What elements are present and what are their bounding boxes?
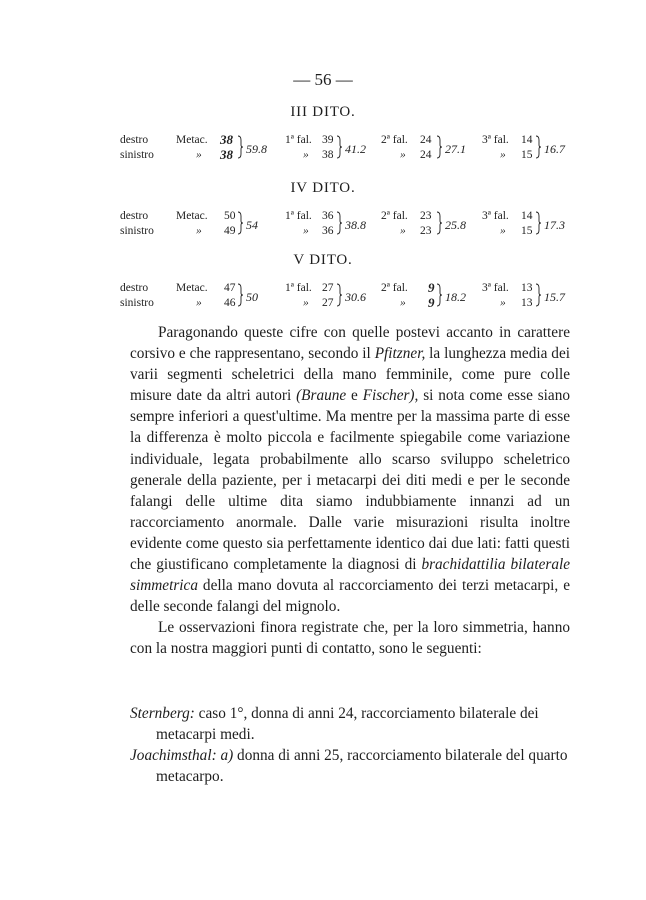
reference-item [130, 745, 570, 787]
metac-label: Metac. [176, 282, 208, 294]
fal2-left: 24 [420, 149, 432, 161]
fal3-left: 13 [521, 297, 533, 309]
metac-reference: 59.8 [246, 142, 267, 156]
fal1-left: 38 [322, 149, 334, 161]
ditto-mark: » [303, 225, 309, 237]
fal1-right: 39 [322, 134, 334, 146]
ditto-mark: » [196, 297, 202, 309]
fal2-right: 9 [428, 280, 435, 295]
ditto-mark: » [500, 149, 506, 161]
fal2-right: 24 [420, 134, 432, 146]
fal1-reference: 38.8 [345, 218, 366, 232]
brace [437, 135, 442, 159]
ditto-mark: » [500, 297, 506, 309]
side-label: destro [120, 134, 149, 146]
fal2-left: 23 [420, 225, 432, 237]
ditto-mark: » [196, 225, 202, 237]
side-label: sinistro [120, 225, 154, 237]
ditto-mark: » [400, 297, 406, 309]
section-title: IV DITO. [290, 180, 356, 196]
fal2-reference: 27.1 [445, 142, 466, 156]
section-title: V DITO. [293, 252, 353, 268]
author-braune: (Braune [296, 387, 347, 405]
diagnosis-term: brachidattilia bilaterale simmetrica [130, 556, 571, 595]
metac-right: 38 [220, 132, 233, 147]
side-label: sinistro [120, 297, 154, 309]
section-title: III DITO. [290, 104, 356, 120]
brace [238, 211, 243, 235]
reference-item [130, 703, 570, 745]
fal2-label: 2ª fal. [381, 210, 408, 222]
paragraph-comparison [130, 322, 570, 660]
side-label: destro [120, 210, 149, 222]
brace [536, 135, 541, 159]
metac-label: Metac. [176, 210, 208, 222]
ditto-mark: » [400, 149, 406, 161]
side-label: destro [120, 282, 149, 294]
fal3-left: 15 [521, 225, 533, 237]
ditto-mark: » [400, 225, 406, 237]
text-run: Paragonando queste cifre con quelle postevi accanto in carattere corsivo e che rappresentano, secondo il [130, 324, 570, 363]
brace [238, 135, 243, 159]
brace [337, 135, 342, 159]
fal3-right: 14 [521, 134, 533, 146]
ditto-mark: » [303, 297, 309, 309]
fal2-left: 9 [428, 295, 435, 310]
fal2-reference: 25.8 [445, 218, 466, 232]
reference-text: caso 1°, donna di anni 24, raccorciamento bilaterale dei metacarpi medi. [156, 705, 539, 744]
fal2-reference: 18.2 [445, 290, 466, 304]
text-run: della mano dovuta al raccorciamento dei terzi metacarpi, e delle seconde falangi del mignolo. [130, 577, 570, 616]
reference-list [130, 703, 570, 787]
fal1-label: 1ª fal. [285, 134, 312, 146]
brace [536, 211, 541, 235]
text-run: la lunghezza media dei varii segmenti scheletrici della mano femminile, come pure colle misure date da altri autori [130, 345, 570, 405]
metac-left: 46 [224, 297, 236, 309]
paragraph-observations: Le osservazioni finora registrate che, per la loro simmetria, hanno con la nostra maggiori punti di contatto, sono le seguenti: [130, 619, 570, 658]
brace [437, 283, 442, 307]
fal3-reference: 16.7 [544, 142, 565, 156]
fal3-reference: 17.3 [544, 218, 565, 232]
fal3-right: 13 [521, 282, 533, 294]
metac-reference: 54 [246, 218, 258, 232]
fal1-reference: 30.6 [345, 290, 366, 304]
fal3-left: 15 [521, 149, 533, 161]
fal2-label: 2ª fal. [381, 134, 408, 146]
metac-reference: 50 [246, 290, 258, 304]
fal1-label: 1ª fal. [285, 210, 312, 222]
fal1-right: 27 [322, 282, 334, 294]
fal1-right: 36 [322, 210, 334, 222]
fal3-label: 3ª fal. [482, 282, 509, 294]
fal2-right: 23 [420, 210, 432, 222]
metac-left: 49 [224, 225, 236, 237]
brace [536, 283, 541, 307]
fal2-label: 2ª fal. [381, 282, 408, 294]
page-number: — 56 — [293, 70, 353, 89]
fal1-label: 1ª fal. [285, 282, 312, 294]
fal3-label: 3ª fal. [482, 134, 509, 146]
ditto-mark: » [303, 149, 309, 161]
brace [238, 283, 243, 307]
fal1-left: 27 [322, 297, 334, 309]
brace [337, 211, 342, 235]
reference-author: Joachimsthal: a) [130, 747, 234, 765]
metac-left: 38 [220, 147, 233, 162]
reference-text: donna di anni 25, raccorciamento bilaterale del quarto metacarpo. [156, 747, 568, 786]
metac-label: Metac. [176, 134, 208, 146]
fal1-reference: 41.2 [345, 142, 366, 156]
ditto-mark: » [500, 225, 506, 237]
ditto-mark: » [196, 149, 202, 161]
author-pfitzner: Pfitzner, [374, 345, 426, 363]
brace [337, 283, 342, 307]
reference-author: Sternberg: [130, 705, 195, 722]
author-fischer: Fischer), [362, 387, 419, 405]
fal3-label: 3ª fal. [482, 210, 509, 222]
brace [437, 211, 442, 235]
metac-right: 47 [224, 282, 236, 294]
side-label: sinistro [120, 149, 154, 161]
text-run: e [346, 387, 363, 405]
text-run: si nota come esse siano sempre inferiori a quest'ultime. Ma mentre per la massima parte di esse la differenza è molto piccola e facilmente spiegabile come variazione individuale, legata probabilmente allo scarso sviluppo scheletrico generale della paziente, per i metacarpi dei diti medi e per le seconde falangi delle ultime dita siamo indubbiamente innanzi ad un raccorciamento anormale. Dalle varie misurazioni risulta inoltre evidente come questo sia perfettamente identico dai due lati: fatti questi che giustificano completamente la diagnosi di [130, 387, 571, 574]
fal1-left: 36 [322, 225, 334, 237]
metac-right: 50 [224, 210, 236, 222]
fal3-right: 14 [521, 210, 533, 222]
fal3-reference: 15.7 [544, 290, 565, 304]
